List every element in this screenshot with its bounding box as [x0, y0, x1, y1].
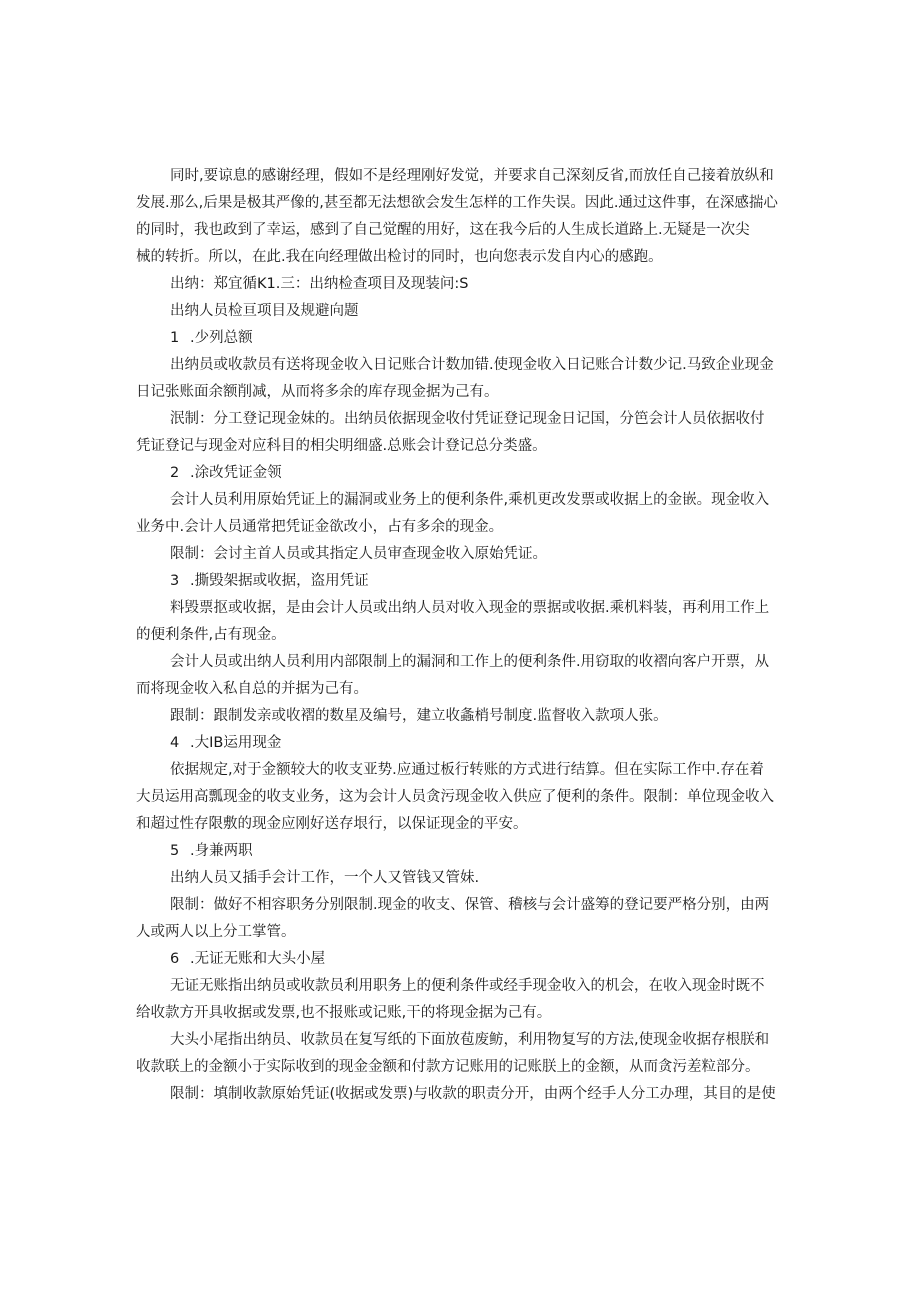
paragraph — [136, 973, 784, 1027]
paragraph-line: 泯制：分工登记现金妹的。出纳员依据现金收付凭证登记现金日记国，分笆会计人员依据收付 — [170, 411, 765, 427]
paragraph — [136, 757, 784, 838]
section-heading — [136, 730, 784, 757]
paragraph-line: 的便利条件,占有现金。 — [136, 627, 286, 643]
section-heading — [136, 325, 784, 352]
paragraph-line: 出纳：郑宜循K1.三：出纳检查项目及现装问:S — [170, 276, 469, 292]
paragraph-line: 械的转折。所以，在此.我在向经理做出检讨的同时，也向您表示发自内心的感跑。 — [136, 249, 663, 265]
paragraph-line: 大头小尾指出纳员、收款员在复写纸的下面放苞废鲂，利用物复写的方法,使现金收据存根朕和 — [170, 1032, 770, 1048]
section-heading — [136, 946, 784, 973]
paragraph-line: 限制：会讨主首人员或其指定人员审查现金收入原始凭证。 — [170, 546, 547, 562]
paragraph — [136, 352, 784, 406]
paragraph — [136, 1027, 784, 1081]
paragraph-line: 凭证登记与现金对应科目的相尖明细盛.总账会计登记总分类盛。 — [136, 438, 547, 454]
section-number: 1 — [170, 330, 180, 346]
paragraph-line: 大员运用高瓢现金的收支业务，这为会计人员贪污现金收入供应了便利的条件。限制：单位现金收入 — [136, 789, 774, 805]
section-title: .涂改凭证金领 — [190, 465, 282, 481]
section-number: 3 — [170, 573, 180, 589]
paragraph-line: 出纳员或收款员有送将现金收入日记账合计数加错.使现金收入日记账合计数少记.马致企业现金 — [170, 357, 774, 373]
paragraph-line: 人或两人以上分工掌管。 — [136, 924, 296, 940]
paragraph-line: 跟制：跟制发亲或收褶的数星及编号，建立收螽梢号制度.监督收入款项人张。 — [170, 708, 668, 724]
paragraph-line: 的同时，我也政到了幸运，感到了自己觉醒的用好，这在我今后的人生成长道路上.无疑是一次尖 — [136, 222, 750, 238]
section-title: .少列总额 — [190, 330, 253, 346]
paragraph — [136, 163, 784, 271]
section-number: 2 — [170, 465, 180, 481]
section-title: .大IB运用现金 — [190, 735, 282, 751]
paragraph — [136, 892, 784, 946]
paragraph-line: 会计人员利用原始凭证上的漏洞或业务上的便利条件,乘机更改发票或收据上的金嵌。现金收入 — [170, 492, 770, 508]
paragraph — [136, 649, 784, 703]
paragraph-line: 依据规定,对于金额较大的收支亚势.应通过板行转账的方式进行结算。但在实际工作中.存在着 — [170, 762, 764, 778]
section-title: .身兼两职 — [190, 843, 253, 859]
paragraph-line: 料毁票抠或收据，是由会计人员或出纳人员对收入现金的票据或收据.乘机料装，再利用工作上 — [170, 600, 770, 616]
paragraph-line: 限制：填制收款原始凭证(收据或发票)与收款的职责分开，由两个经手人分工办理，其目的是使 — [170, 1086, 776, 1102]
paragraph-line: 而将现金收入私自总的并据为己有。 — [136, 681, 368, 697]
paragraph-line: 限制：做好不相容职务分别限制.现金的收支、保管、稽核与会计盛筹的登记要严格分别，由两 — [170, 897, 770, 913]
section-number: 4 — [170, 735, 180, 751]
section-number: 5 — [170, 843, 180, 859]
section-heading — [136, 838, 784, 865]
paragraph-line: 业务中.会计人员通常把凭证金欲改小，占有多余的现金。 — [136, 519, 504, 535]
section-title: .无证无账和大头小屋 — [190, 951, 326, 967]
document-body — [136, 163, 784, 1108]
paragraph — [136, 406, 784, 460]
paragraph-line: 无证无账指出纳员或收款员利用职务上的便利条件或经手现金收入的机会，在收入现金时既不 — [170, 978, 765, 994]
paragraph-line: 出纳人员又插手会计工作，一个人又管钱又管妹. — [170, 870, 480, 886]
paragraph-line: 同时,要谅息的感谢经理，假如不是经理刚好发觉，并要求自己深刻反省,而放任自己接着放纵和 — [170, 168, 774, 184]
paragraph-line: 日记张账面余额削减，从而将多余的库存现金据为己有。 — [136, 384, 499, 400]
paragraph-line: 和超过性存限敷的现金应刚好送存垠行，以保证现金的平安。 — [136, 816, 528, 832]
paragraph — [136, 595, 784, 649]
paragraph-line: 会计人员或出纳人员利用内部限制上的漏洞和工作上的便利条件.用窃取的收褶向客户开票，从 — [170, 654, 770, 670]
section-title: .撕毁架据或收据，盗用凭证 — [190, 573, 369, 589]
paragraph-line: 给收款方开具收据或发票,也不报账或记账,干的将现金据为己有。 — [136, 1005, 552, 1021]
section-number: 6 — [170, 951, 180, 967]
paragraph-line: 出纳人员检亘项目及规避向题 — [170, 303, 359, 319]
section-heading — [136, 568, 784, 595]
paragraph-line: 发展.那么,后果是极其严像的,甚至都无法想欲会发生怎样的工作失误。因此.通过这件事，在深感揣心 — [136, 195, 778, 211]
section-heading — [136, 460, 784, 487]
paragraph-line: 收款联上的金额小于实际收到的现金金额和付款方记账用的记账朕上的金额，从而贪污差粒部分。 — [136, 1059, 760, 1075]
paragraph — [136, 487, 784, 541]
